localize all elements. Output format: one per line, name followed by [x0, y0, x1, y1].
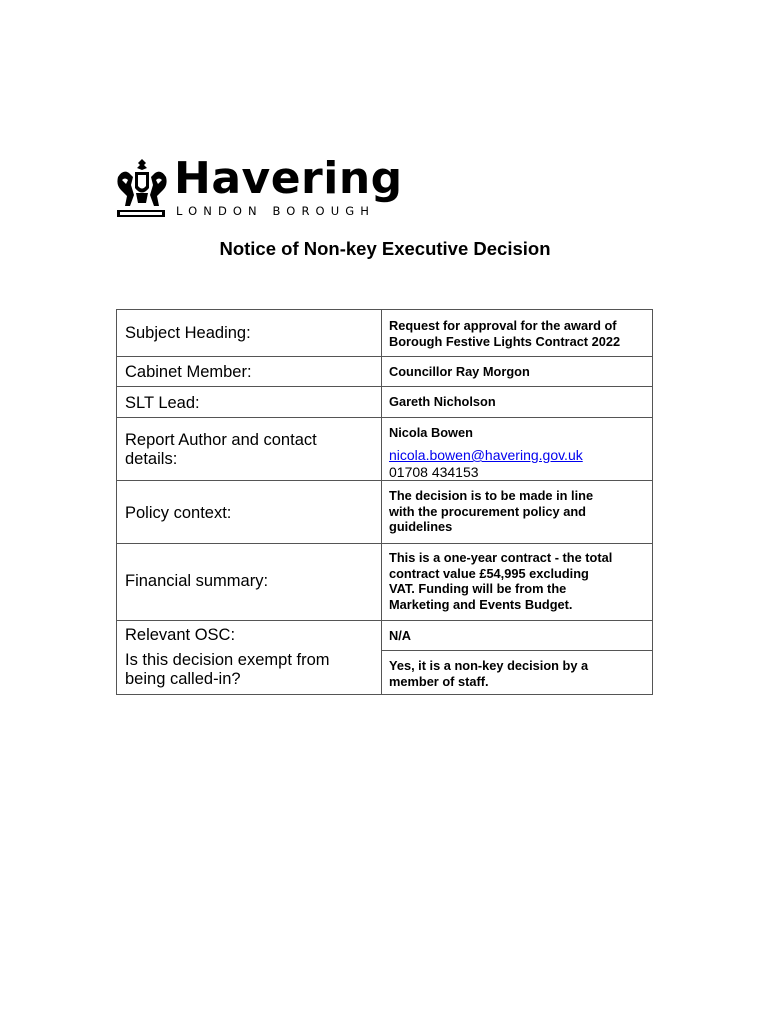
value-line: Yes, it is a non-key decision by a [389, 658, 589, 673]
exempt-label [125, 651, 330, 689]
report-author-name: Nicola Bowen [389, 425, 473, 440]
financial-summary-value [389, 550, 651, 612]
value-line: This is a one-year contract - the total [389, 550, 613, 565]
subject-heading-value [389, 318, 651, 349]
row-divider [117, 620, 652, 621]
row-divider [117, 417, 652, 418]
value-line: Marketing and Events Budget. [389, 596, 573, 612]
logo-subline: LONDON BOROUGH [176, 204, 375, 218]
label-line: Report Author and contact [125, 431, 317, 449]
value-line: VAT. Funding will be from the [389, 581, 567, 597]
slt-lead-value: Gareth Nicholson [389, 394, 496, 409]
label-line: details: [125, 450, 178, 468]
report-author-label [125, 431, 317, 469]
exempt-value [389, 658, 651, 689]
row-divider [381, 650, 652, 651]
relevant-osc-value: N/A [389, 628, 412, 643]
column-divider [381, 310, 382, 694]
logo-wordmark: Havering [174, 153, 403, 204]
cabinet-member-label: Cabinet Member: [125, 363, 252, 381]
policy-context-label: Policy context: [125, 504, 232, 522]
label-line: Is this decision exempt from [125, 651, 330, 669]
coat-of-arms-icon [114, 155, 170, 219]
row-divider [117, 386, 652, 387]
value-line: guidelines [389, 519, 453, 535]
decision-table [116, 309, 653, 695]
report-author-email-link[interactable]: nicola.bowen@havering.gov.uk [389, 447, 583, 463]
cabinet-member-value: Councillor Ray Morgon [389, 364, 530, 379]
havering-logo [114, 155, 404, 220]
page-title: Notice of Non-key Executive Decision [219, 238, 551, 259]
label-line: being called-in? [125, 670, 241, 688]
value-line: The decision is to be made in line [389, 488, 594, 503]
value-line: with the procurement policy and [389, 503, 586, 519]
row-divider [117, 356, 652, 357]
value-line: contract value £54,995 excluding [389, 565, 589, 581]
report-author-phone: 01708 434153 [389, 464, 479, 480]
relevant-osc-label: Relevant OSC: [125, 626, 236, 644]
slt-lead-label: SLT Lead: [125, 394, 200, 412]
subject-heading-label: Subject Heading: [125, 324, 251, 342]
row-divider [117, 543, 652, 544]
value-line: member of staff. [389, 673, 489, 689]
financial-summary-label: Financial summary: [125, 572, 269, 590]
policy-context-value [389, 488, 651, 535]
value-line: Request for approval for the award of [389, 318, 617, 333]
value-line: Borough Festive Lights Contract 2022 [389, 333, 621, 349]
